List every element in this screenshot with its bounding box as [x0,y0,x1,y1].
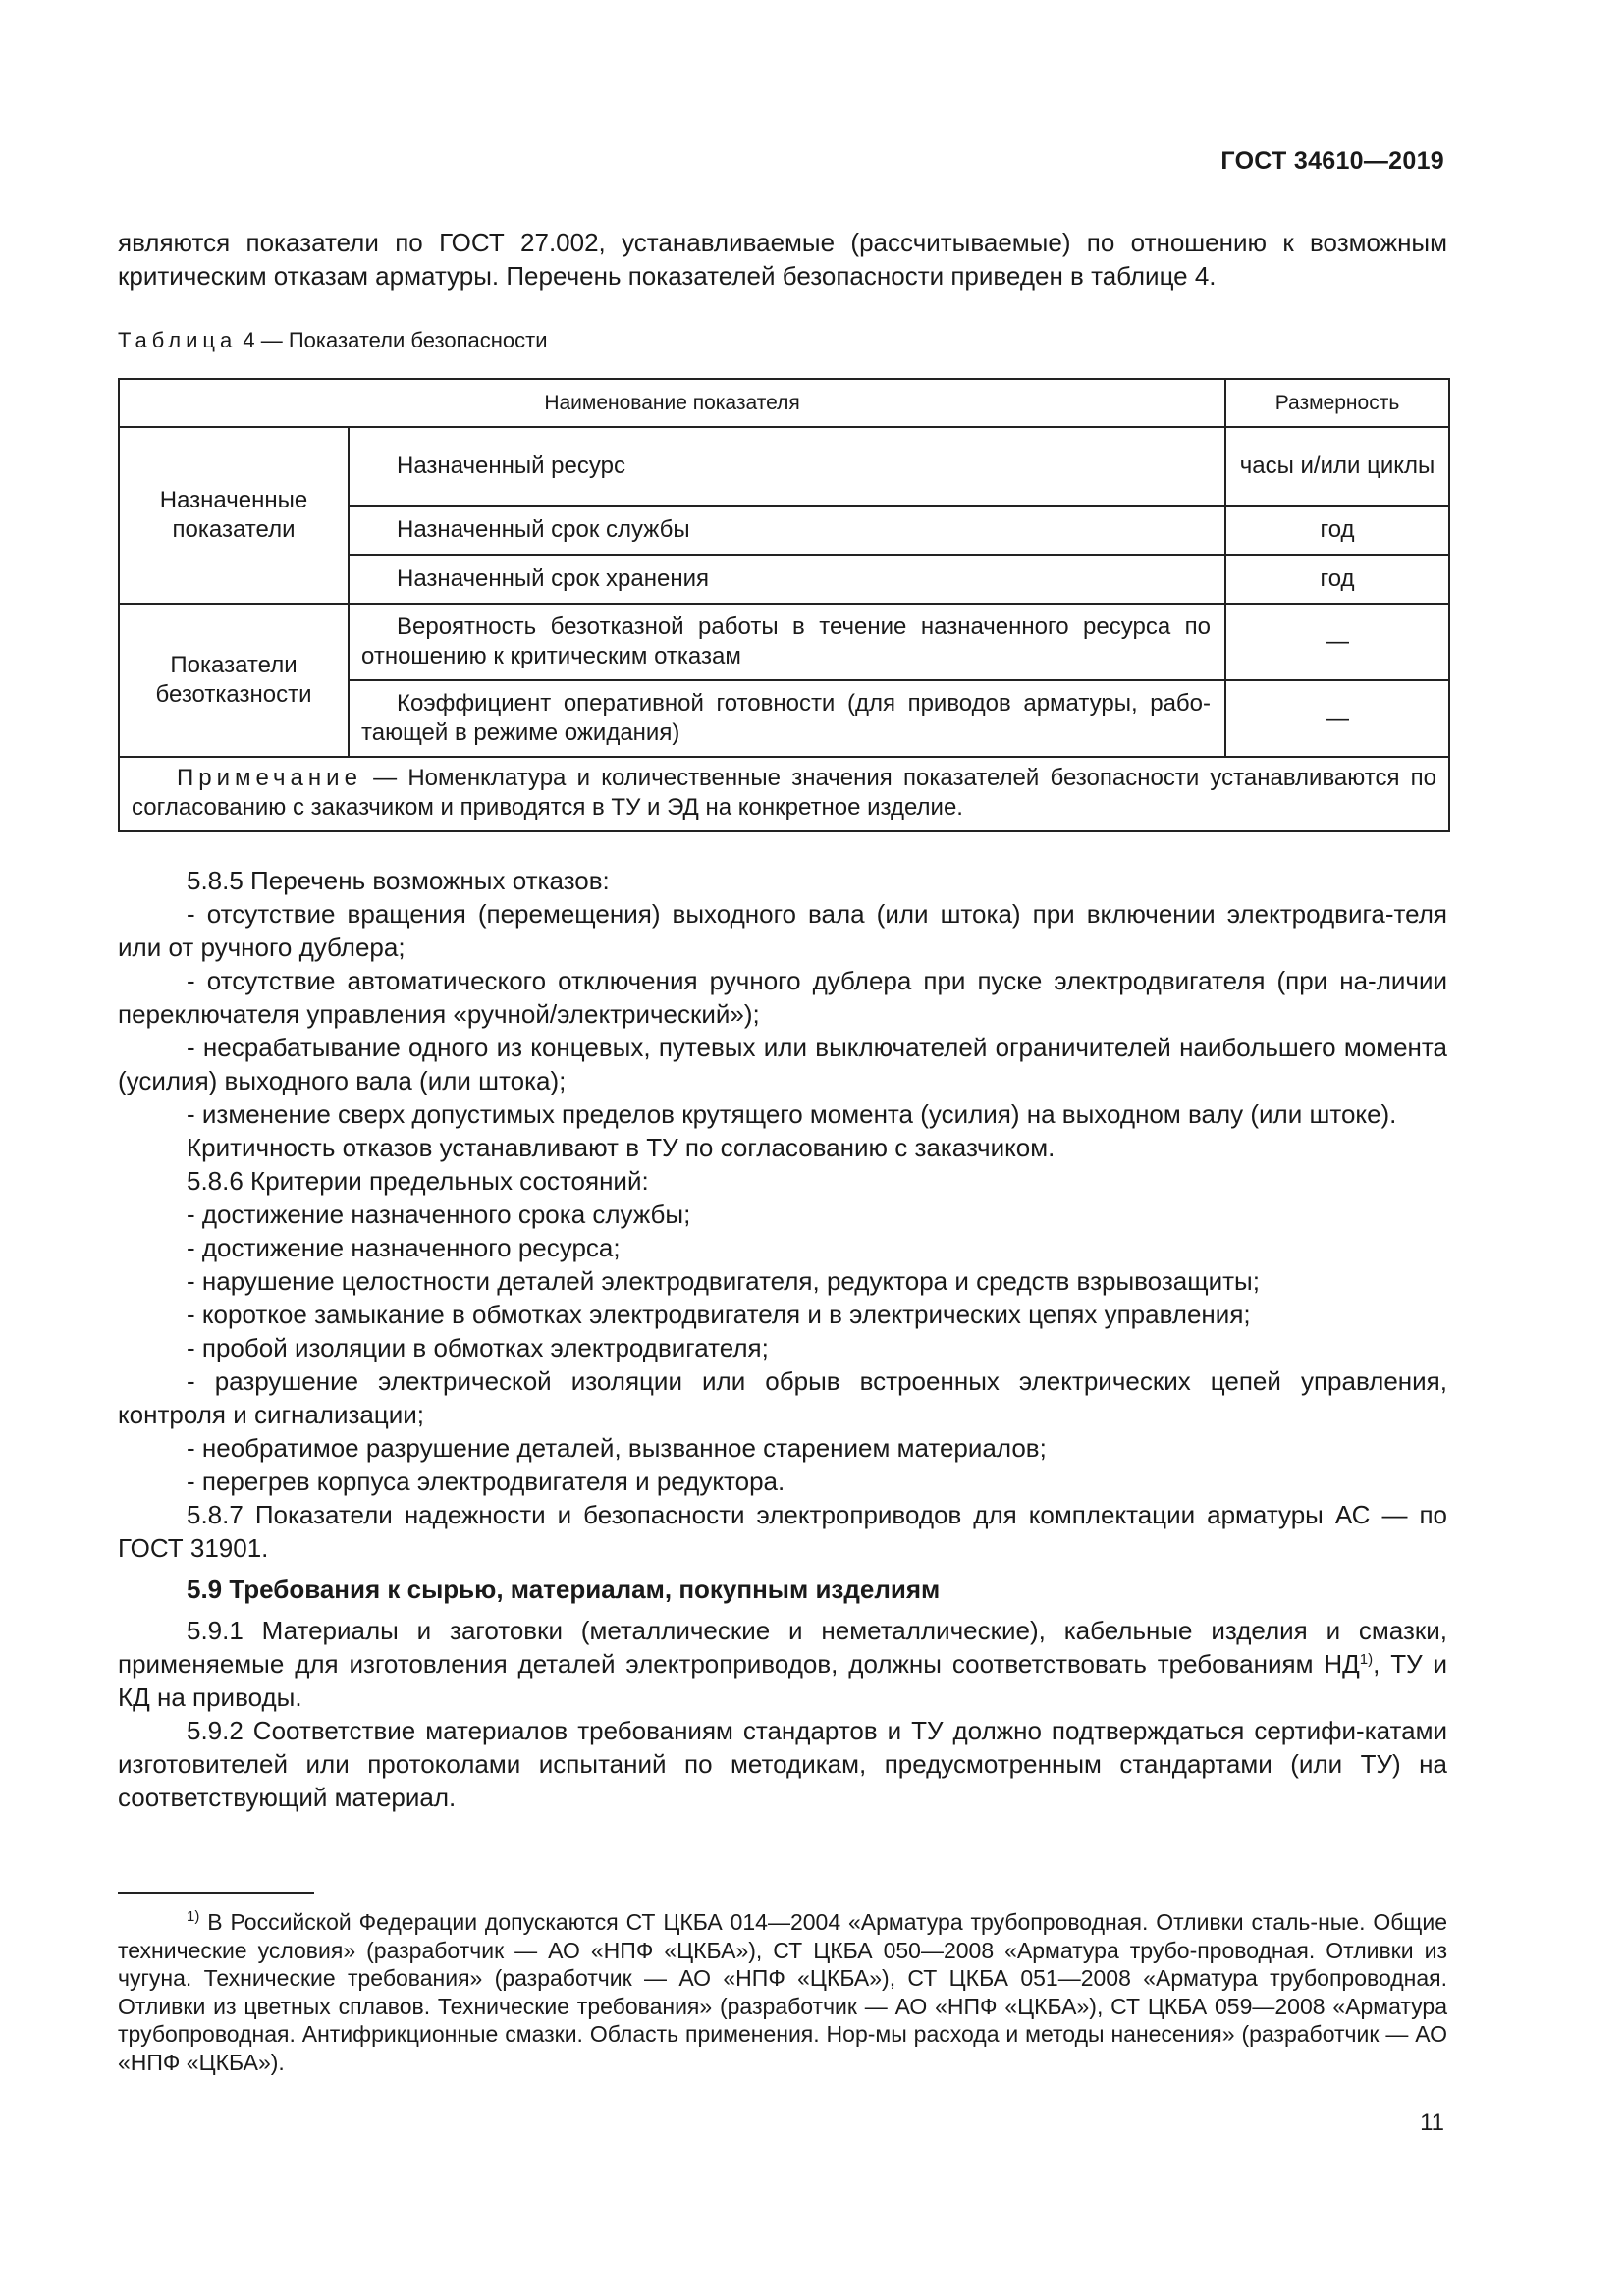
table-caption-label: Таблица [118,328,238,352]
indicator-name: Назначенный срок хранения [349,555,1225,604]
indicator-name-line-2: отношению к критическим отказам [361,643,741,669]
group-cell: Показатели безотказности [119,604,349,757]
header-cell-name: Наименование показателя [119,379,1225,427]
indicator-unit: — [1225,604,1449,680]
footnote [118,1908,1447,2077]
standard-header: ГОСТ 34610—2019 [1220,147,1444,175]
section-5-9-2: 5.9.2 Соответствие материалов требованиям стандартов и ТУ должно подтверждаться сертифи-катами изготовителей или протоколами испытаний по методикам, предусмотренным стандартами (или ТУ) на соответствующий материал. [118,1716,1447,1812]
section-5-9-1-text: 5.9.1 Материалы и заготовки (металлические и неметаллические), кабельные изделия и смазки, применяемые для изготовления деталей электроприводов, должны соответствовать требованиям НД [118,1616,1447,1679]
list-item: - отсутствие вращения (перемещения) выходного вала (или штока) при включении электродвига-теля или от ручного дублера; [118,899,1447,962]
footnote-ref: 1) [1359,1651,1374,1668]
indicator-unit: год [1225,555,1449,604]
indicator-name-line-2: тающей в режиме ожидания) [361,720,680,746]
section-5-8-5-closing: Критичность отказов устанавливают в ТУ по согласованию с заказчиком. [187,1133,1056,1162]
list-item: - необратимое разрушение деталей, вызванное старением материалов; [187,1433,1047,1463]
list-item: - отсутствие автоматического отключения ручного дублера при пуске электродвигателя (при на-личии переключателя управления «ручной/электрический»); [118,966,1447,1029]
table-header-row [119,379,1449,427]
table-caption [118,328,548,353]
list-item: - разрушение электрической изоляции или обрыв встроенных электрических цепей управления, контроля и сигнализации; [118,1366,1447,1429]
table-row [119,604,1449,680]
table-caption-text: 4 — Показатели безопасности [243,328,548,352]
footnote-paragraph [118,1908,1447,2077]
indicator-name [349,604,1225,680]
footnote-mark: 1) [187,1908,200,1925]
section-5-9-1-tail: , ТУ и КД на приводы. [118,1649,1448,1712]
footnote-divider [118,1892,314,1894]
indicator-unit: часы и/или циклы [1225,427,1449,506]
list-item: - достижение назначенного срока службы; [187,1200,691,1229]
indicator-name: Назначенный ресурс [349,427,1225,506]
list-item: - достижение назначенного ресурса; [187,1233,621,1262]
page-number: 11 [1420,2109,1444,2136]
main-body [118,864,1447,1814]
header-cell-unit: Размерность [1225,379,1449,427]
safety-indicators-table [118,378,1450,832]
list-item: - перегрев корпуса электродвигателя и редуктора. [187,1467,785,1496]
group-cell: Назначенные показатели [119,427,349,604]
intro-line-1: являются показатели по ГОСТ 27.002, устанавливаемые (рассчитываемые) по отношению к возможным [118,228,1447,257]
section-5-8-5-title: 5.8.5 Перечень возможных отказов: [187,866,610,895]
list-item: - нарушение целостности деталей электродвигателя, редуктора и средств взрывозащиты; [187,1266,1260,1296]
section-5-9-heading: 5.9 Требования к сырью, материалам, покупным изделиям [187,1575,941,1604]
section-5-9-1 [118,1614,1447,1714]
indicator-name [349,680,1225,757]
section-5-8-7: 5.8.7 Показатели надежности и безопасности электроприводов для комплектации арматуры АС — по ГОСТ 31901. [118,1500,1447,1563]
table-note-row [119,757,1449,831]
section-5-8-6-title: 5.8.6 Критерии предельных состояний: [187,1166,649,1196]
list-item: - несрабатывание одного из концевых, путевых или выключателей ограничителей наибольшего момента (усилия) выходного вала (или штока); [118,1033,1447,1095]
list-item: - изменение сверх допустимых пределов крутящего момента (усилия) на выходном валу (или штоке). [187,1099,1397,1129]
table-note [119,757,1449,831]
indicator-name-line-1: Коэффициент оперативной готовности (для приводов арматуры, рабо- [397,690,1212,717]
footnote-text: В Российской Федерации допускаются СТ ЦКБА 014—2004 «Арматура трубопроводная. Отливки сталь-ные. Общие технические условия» (разработчик — АО «НПФ «ЦКБА»), СТ ЦКБА 050—2008 «Арматура трубо-проводная. Отливки из чугуна. Технические требования» (разработчик — АО «НПФ «ЦКБА»), СТ ЦКБА 051—2008 «Арматура трубопроводная. Отливки из цветных сплавов. Технические требования» (разработчик — АО «НПФ «ЦКБА»), СТ ЦКБА 059—2008 «Арматура трубопроводная. Антифрикционные смазки. Область применения. Нор-мы расхода и методы нанесения» (разработчик — АО «НПФ «ЦКБА»). [118,1909,1447,2075]
table-row [119,427,1449,506]
intro-line-2: критическим отказам арматуры. Перечень показателей безопасности приведен в таблице 4. [118,261,1217,291]
indicator-name-line-1: Вероятность безотказной работы в течение назначенного ресурса по [397,614,1212,640]
list-item: - короткое замыкание в обмотках электродвигателя и в электрических цепях управления; [187,1300,1251,1329]
list-item: - пробой изоляции в обмотках электродвигателя; [187,1333,769,1362]
indicator-unit: год [1225,506,1449,555]
indicator-name: Назначенный срок службы [349,506,1225,555]
note-label: Примечание [177,765,362,791]
intro-paragraph [118,226,1447,293]
indicator-unit: — [1225,680,1449,757]
note-text: — Номенклатура и количественные значения показателей безопасности устанавливаются по согласованию с заказчиком и приводятся в ТУ и ЭД на конкретное изделие. [132,765,1437,821]
